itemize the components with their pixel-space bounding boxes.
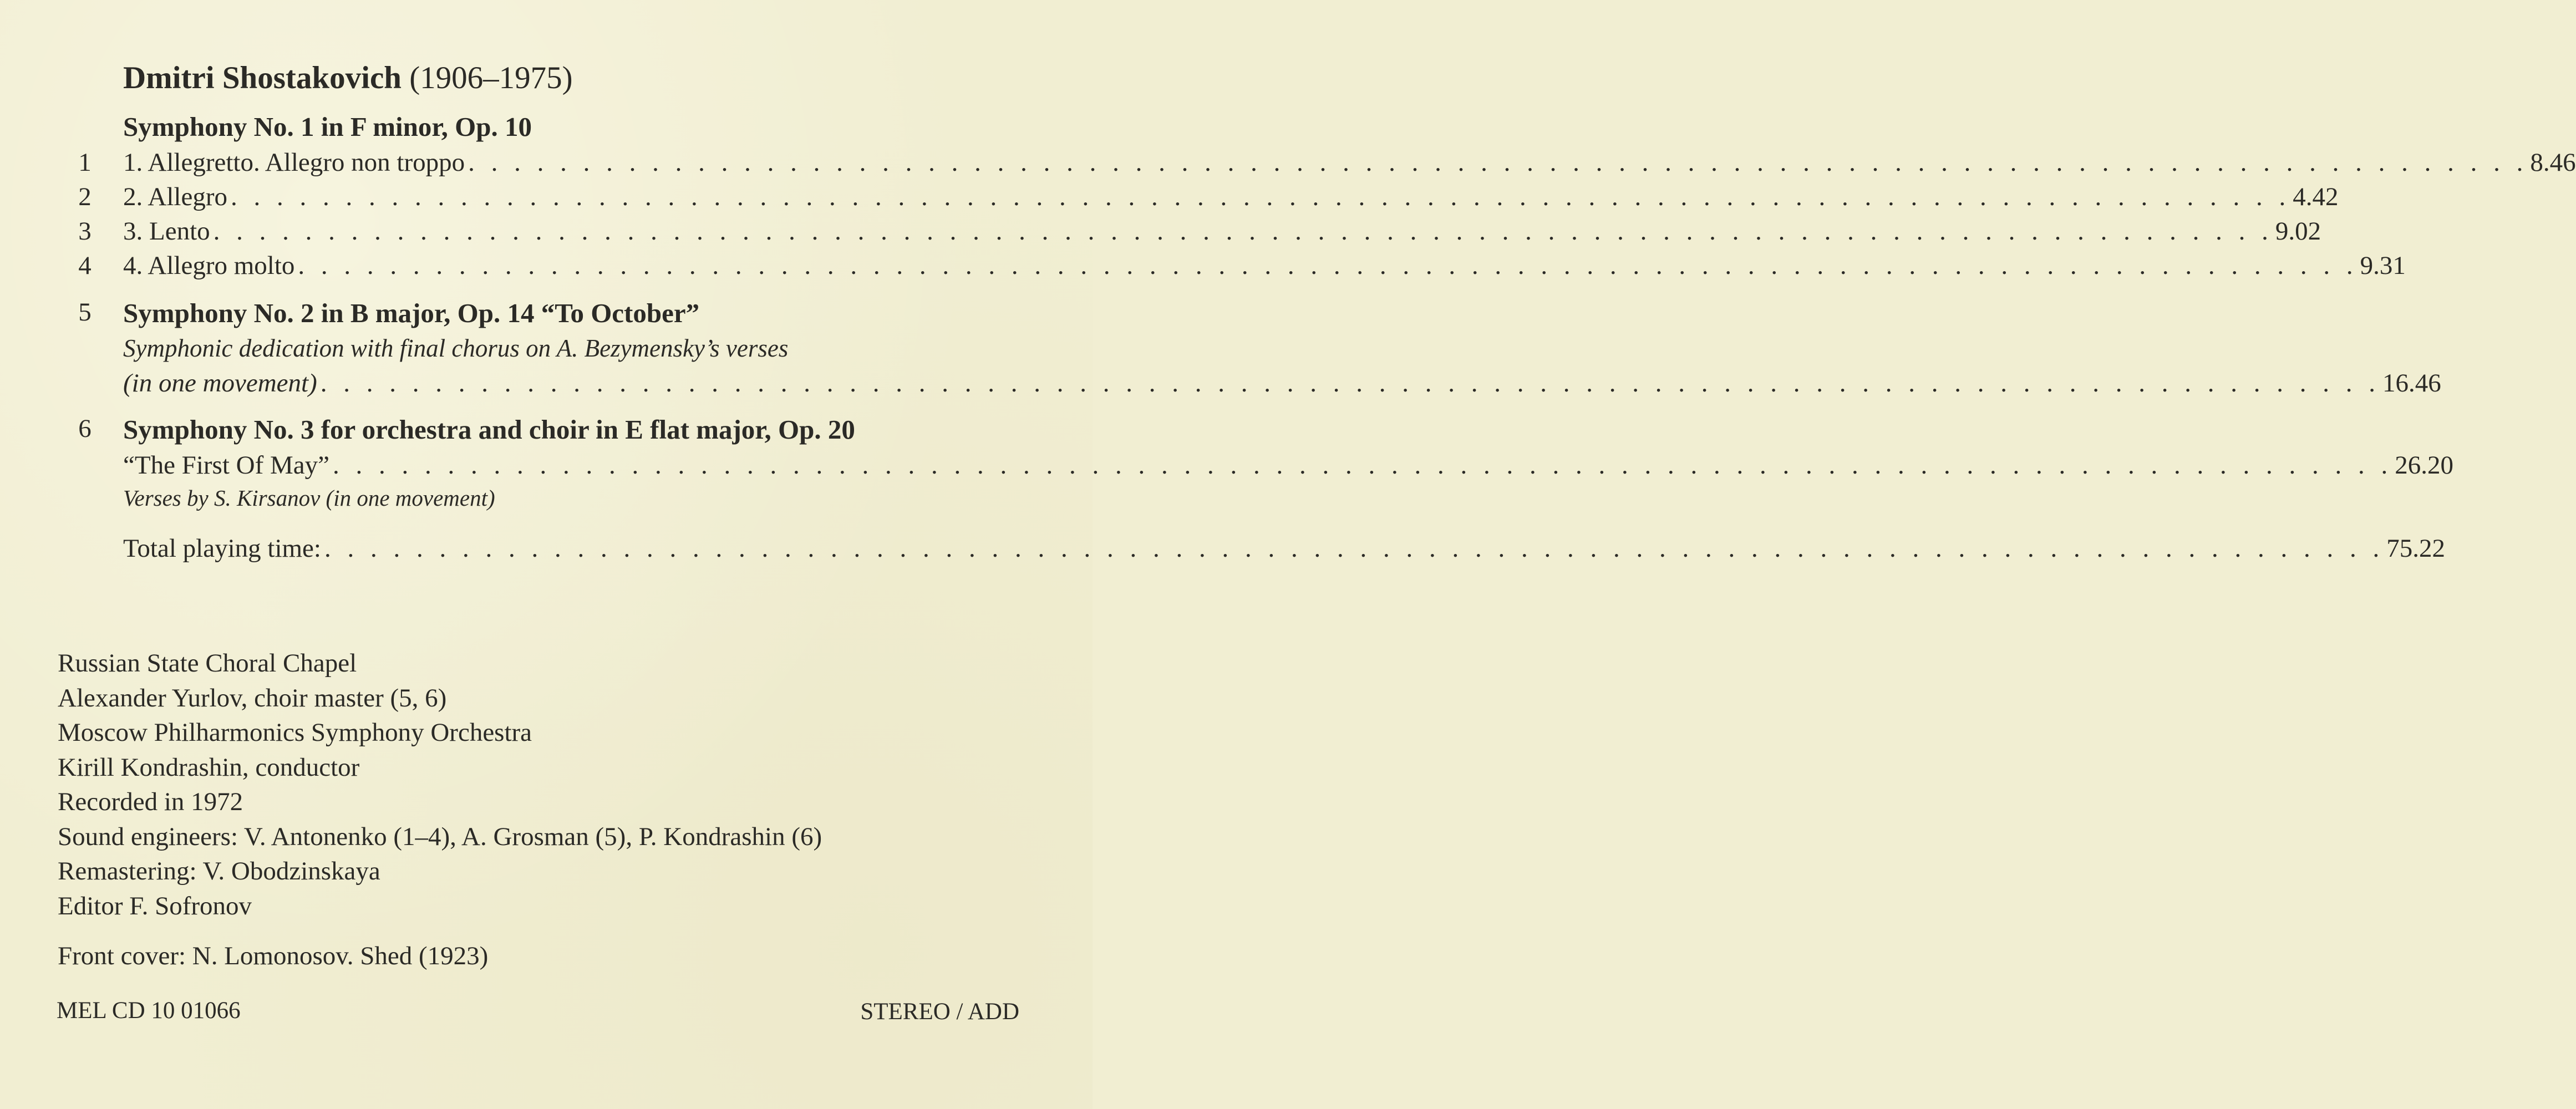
symphony-2-heading-row [75, 297, 999, 330]
track-duration: 16.46 [2382, 369, 2441, 398]
dot-leader: . . . . . . . . . . . . . . . . . . . . . . . . . . . . . . . . . . . . . . . . . . . . . . . . . . . . . . . . . . . . . . . . . . . . . . . . . . . . . . . . . . . . . . . . . . [298, 251, 2358, 280]
dot-leader: . . . . . . . . . . . . . . . . . . . . . . . . . . . . . . . . . . . . . . . . . . . . . . . . . . . . . . . . . . . . . . . . . . . . . . . . . . . . . . . . . . . . . . . . . . [213, 217, 2273, 246]
track-number: 5 [78, 298, 92, 327]
credit-line: Sound engineers: V. Antonenko (1–4), A. Grosman (5), P. Kondrashin (6) [58, 822, 822, 851]
composer-name: Dmitri Shostakovich [123, 60, 402, 95]
credits-block [58, 646, 822, 923]
audio-format: STEREO / ADD [860, 999, 1019, 1025]
composer-heading [123, 60, 573, 96]
track-row [75, 182, 2339, 215]
track-row [75, 216, 2321, 250]
track-duration: 26.20 [2395, 451, 2453, 480]
credit-line: Recorded in 1972 [58, 787, 243, 816]
track-number: 1 [78, 148, 92, 177]
dot-leader: . . . . . . . . . . . . . . . . . . . . . . . . . . . . . . . . . . . . . . . . . . . . . . . . . . . . . . . . . . . . . . . . . . . . . . . . . . . . . . . . . . . . . . . . . . [468, 148, 2528, 177]
symphony-2-title: Symphony No. 2 in B major, Op. 14 “To October” [123, 298, 700, 328]
credit-line: Remastering: V. Obodzinskaya [58, 857, 380, 886]
symphony-3-note: Verses by S. Kirsanov (in one movement) [123, 485, 495, 511]
track-title: (in one movement) [123, 369, 317, 398]
track-title: 3. Lento [123, 217, 210, 246]
credit-line: Editor F. Sofronov [58, 891, 252, 920]
dot-leader: . . . . . . . . . . . . . . . . . . . . . . . . . . . . . . . . . . . . . . . . . . . . . . . . . . . . . . . . . . . . . . . . . . . . . . . . . . . . . . . . . . . . . . . . . . [332, 451, 2393, 480]
front-cover-credit: Front cover: N. Lomonosov. Shed (1923) [58, 942, 489, 970]
track-duration: 4.42 [2293, 182, 2339, 211]
track-row [75, 450, 2453, 484]
track-title: “The First Of May” [123, 451, 329, 480]
track-number: 6 [78, 414, 92, 443]
track-title: 1. Allegretto. Allegro non troppo [123, 148, 465, 177]
track-number: 3 [78, 217, 92, 246]
symphony-1-title: Symphony No. 1 in F minor, Op. 10 [123, 111, 532, 142]
track-number: 4 [78, 251, 92, 280]
total-label: Total playing time: [123, 534, 321, 563]
track-title: 4. Allegro molto [123, 251, 295, 280]
dot-leader: . . . . . . . . . . . . . . . . . . . . . . . . . . . . . . . . . . . . . . . . . . . . . . . . . . . . . . . . . . . . . . . . . . . . . . . . . . . . . . . . . . . . . . . . . . [230, 182, 2291, 211]
symphony-3-title: Symphony No. 3 for orchestra and choir in E flat major, Op. 20 [123, 414, 855, 445]
track-row [75, 251, 2406, 284]
track-row [75, 368, 2441, 401]
composer-dates: (1906–1975) [409, 60, 573, 95]
track-row [75, 147, 2576, 181]
credit-line: Kirill Kondrashin, conductor [58, 752, 360, 782]
credit-line: Moscow Philharmonics Symphony Orchestra [58, 718, 532, 747]
credit-line: Russian State Choral Chapel [58, 649, 357, 678]
total-row [75, 533, 2445, 567]
symphony-2-subtitle: Symphonic dedication with final chorus on A. Bezymensky’s verses [123, 334, 789, 362]
track-number: 2 [78, 182, 92, 211]
dot-leader: . . . . . . . . . . . . . . . . . . . . . . . . . . . . . . . . . . . . . . . . . . . . . . . . . . . . . . . . . . . . . . . . . . . . . . . . . . . . . . . . . . . . . . . . . . [324, 534, 2385, 563]
dot-leader: . . . . . . . . . . . . . . . . . . . . . . . . . . . . . . . . . . . . . . . . . . . . . . . . . . . . . . . . . . . . . . . . . . . . . . . . . . . . . . . . . . . . . . . . . . [320, 369, 2380, 398]
track-title: 2. Allegro [123, 182, 227, 211]
track-duration: 8.46 [2530, 148, 2576, 177]
credit-line: Alexander Yurlov, choir master (5, 6) [58, 683, 447, 713]
track-duration: 9.02 [2275, 217, 2321, 246]
catalog-number: MEL CD 10 01066 [57, 998, 241, 1024]
track-duration: 9.31 [2360, 251, 2406, 280]
symphony-3-heading-row [75, 414, 999, 447]
total-duration: 75.22 [2386, 534, 2445, 563]
